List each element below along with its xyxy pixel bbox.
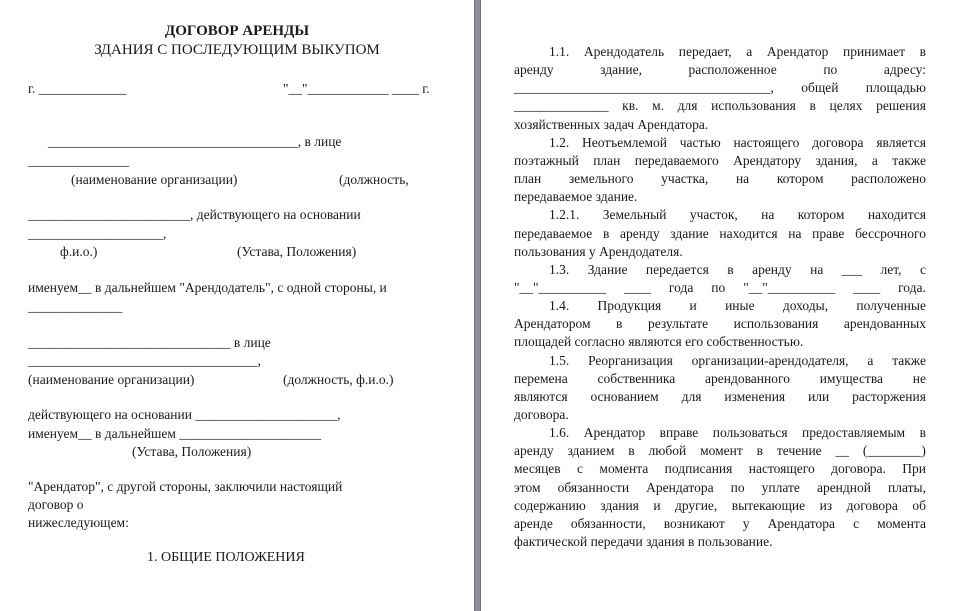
right-text-line-content: аренду зданием в любой момент в течение __ (________) [514, 443, 926, 459]
right-text-line [514, 152, 926, 170]
right-text-line [514, 116, 708, 134]
party1-line6: ______________ [28, 299, 123, 314]
right-text-line-content: ______________________________________, общей площадью [514, 80, 926, 96]
closing-line1 [28, 478, 420, 496]
closing-line1-text: "Арендатор", с другой стороны, заключили настоящий [28, 479, 343, 494]
party1-line3: ________________________, действующего на основании [28, 207, 361, 222]
right-text-line [514, 333, 803, 351]
right-text-line-content: договора. [514, 407, 569, 422]
right-text-line [514, 460, 926, 478]
right-text-line [514, 497, 926, 515]
right-text-line [514, 406, 569, 424]
party1-line5: именуем__ в дальнейшем "Арендодатель", с одной стороны, и [28, 280, 387, 295]
right-text-line-content: 1.3. Здание передается в аренду на ___ лет, с [549, 261, 926, 277]
right-text-line-content: 1.5. Реорганизация организации-арендодателя, а также [549, 352, 926, 368]
right-text-line-content: этом обязанности Арендатора по уплате арендной платы, [514, 479, 926, 495]
right-text-line-content: 1.6. Арендатор вправе пользоваться предоставляемым в [549, 425, 926, 441]
right-text-line-content: "__"__________ ____ года по "__"__________ ____ года. [514, 279, 926, 295]
right-text-line-content: пользования у Арендодателя. [514, 243, 683, 259]
right-text-line-content: ______________ кв. м. для использования в целях решения [514, 98, 926, 114]
right-text-line [514, 479, 926, 497]
right-text-line [514, 79, 926, 97]
right-text-line-content: 1.4. Продукция и иные доходы, полученные [549, 298, 926, 314]
right-text-line-content: фактической передачи здания в пользование. [514, 534, 773, 550]
right-text-line-content: являются основанием для изменения или расторжения [514, 388, 926, 404]
right-text-line [514, 225, 926, 243]
right-text-line [514, 370, 926, 388]
right-text-line-content: содержанию здания и другие, вытекающие из договора об [514, 497, 926, 513]
party2-line4: именуем__ в дальнейшем _____________________ [28, 426, 322, 441]
right-text-line-content: месяцев с момента подписания настоящего договора. При [514, 461, 926, 477]
right-text-line [514, 533, 773, 551]
right-text-line [549, 43, 926, 61]
date-line: "__"____________ ____ г. [283, 81, 430, 96]
party1-line4: ____________________, [28, 226, 167, 241]
party2-line2: __________________________________, [28, 353, 261, 368]
right-page [481, 0, 960, 611]
right-text-line [514, 442, 926, 460]
right-text-line [549, 134, 926, 152]
right-text-line-content: 1.2.1. Земельный участок, на котором находится [549, 207, 926, 223]
party1-label-org: (наименование организации) [71, 172, 238, 187]
left-page [0, 0, 474, 611]
party1-line2: _______________ [28, 153, 130, 168]
right-text-line-content: передаваемое в аренду здание находится на праве бессрочного [514, 225, 926, 241]
right-text-line-content: Арендатором в результате использования арендованных [514, 316, 926, 332]
right-text-line-content: аренду здание, расположенное по адресу: [514, 62, 926, 78]
closing-line3: нижеследующем: [28, 515, 129, 530]
party2-label-ustav: (Устава, Положения) [132, 444, 252, 459]
right-text-line-content: 1.1. Арендодатель передает, а Арендатор принимает в [549, 44, 926, 59]
party1-line1: _____________________________________, в лице [48, 134, 342, 149]
right-text-line [549, 297, 926, 315]
right-text-line [514, 279, 926, 297]
right-text-line [514, 97, 926, 115]
right-text-line [549, 206, 926, 224]
right-text-line [514, 315, 926, 333]
party2-line3: действующего на основании _____________________, [28, 407, 341, 422]
party1-label-ustav: (Устава, Положения) [237, 244, 357, 259]
section-heading: 1. ОБЩИЕ ПОЛОЖЕНИЯ [147, 550, 305, 565]
right-text-line-content: перемена собственника арендованного имущества не [514, 370, 926, 386]
party2-line1: ______________________________ в лице [28, 335, 271, 350]
document-title: ДОГОВОР АРЕНДЫ [164, 23, 310, 39]
right-text-line [514, 243, 683, 261]
party1-label-position: (должность, [339, 172, 409, 187]
right-text-line-content: площадей согласно являются его собственностью. [514, 334, 804, 350]
right-text-line [514, 188, 637, 206]
party2-label-org: (наименование организации) [28, 372, 195, 387]
city-line: г. _____________ [28, 81, 127, 96]
right-text-line [514, 170, 926, 188]
right-text-line-content: хозяйственных задач Арендатора. [514, 116, 709, 132]
right-text-line-content: передаваемое здание. [514, 189, 638, 205]
right-text-line [514, 515, 926, 533]
right-text-line [549, 261, 926, 279]
party2-label-position: (должность, ф.и.о.) [283, 372, 394, 387]
right-text-line [514, 61, 926, 79]
closing-line2: договор о [28, 497, 84, 512]
right-text-line [549, 424, 926, 442]
page-divider [474, 0, 481, 611]
right-text-line-content: план земельного участка, на котором расположено [514, 171, 926, 187]
right-text-line-content: аренде обязанности, возникают у Арендатора с момента [514, 515, 926, 531]
right-text-line-content: 1.2. Неотъемлемой частью настоящего договора является [549, 134, 926, 150]
right-text-line-content: поэтажный план передаваемого Арендатору здания, а также [514, 152, 926, 168]
party1-label-fio: ф.и.о.) [60, 244, 98, 259]
right-text-line [549, 352, 926, 370]
right-text-line [514, 388, 926, 406]
document-subtitle: ЗДАНИЯ С ПОСЛЕДУЮЩИМ ВЫКУПОМ [94, 42, 380, 58]
